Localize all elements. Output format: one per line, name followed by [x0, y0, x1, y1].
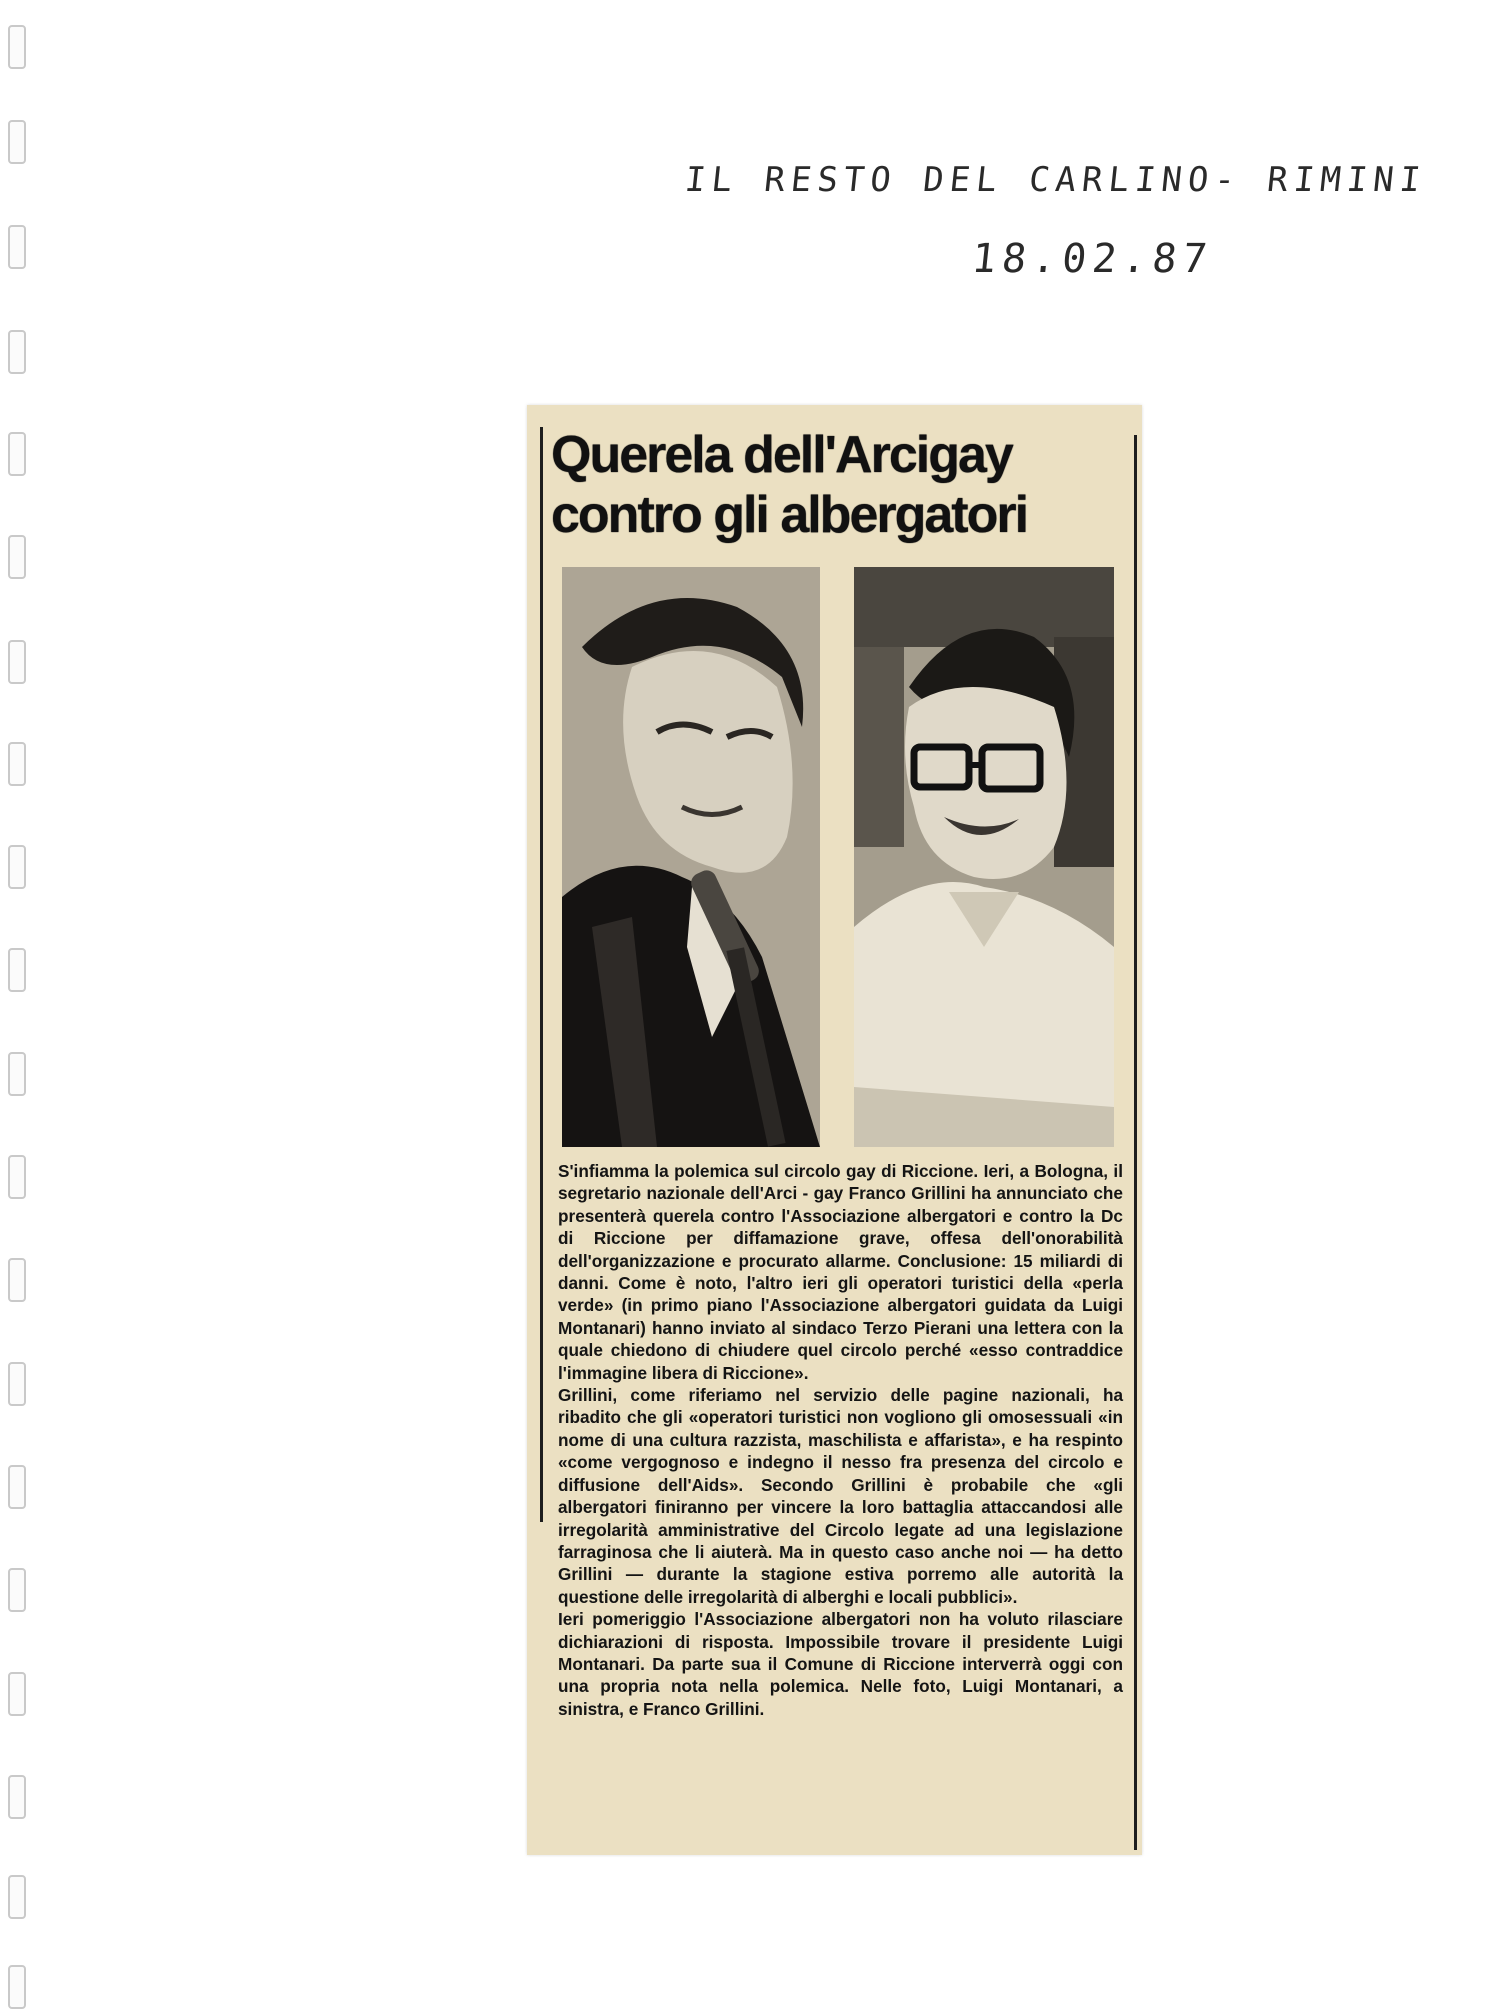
binder-hole	[8, 1672, 26, 1716]
binder-hole	[8, 948, 26, 992]
column-rule-right	[1134, 435, 1137, 1850]
article-paragraph: Ieri pomeriggio l'Associazione albergatori non ha voluto rilasciare dichiarazioni di risposta. Impossibile trovare il presidente Luigi Montanari. Da parte sua il Comune di Riccione interverrà oggi con una propria nota nella polemica. Nelle foto, Luigi Montanari, a sinistra, e Franco Grillini.	[558, 1609, 1123, 1719]
binder-hole	[8, 845, 26, 889]
binder-hole	[8, 1568, 26, 1612]
binder-hole	[8, 1965, 26, 2009]
binder-holes	[8, 0, 30, 2000]
binder-hole	[8, 1155, 26, 1199]
article-body	[558, 1160, 1123, 1720]
binder-hole	[8, 25, 26, 69]
binder-hole	[8, 535, 26, 579]
binder-hole	[8, 1775, 26, 1819]
binder-hole	[8, 1465, 26, 1509]
binder-hole	[8, 225, 26, 269]
binder-hole	[8, 640, 26, 684]
binder-hole	[8, 330, 26, 374]
photo-left-image	[562, 567, 820, 1147]
handwritten-source: IL RESTO DEL CARLINO- RIMINI	[682, 160, 1429, 200]
binder-hole	[8, 1875, 26, 1919]
binder-hole	[8, 1258, 26, 1302]
photo-right-image	[854, 567, 1114, 1147]
binder-hole	[8, 1362, 26, 1406]
binder-hole	[8, 432, 26, 476]
photo-right	[854, 567, 1114, 1147]
article-paragraph: Grillini, come riferiamo nel servizio delle pagine nazionali, ha ribadito che gli «operatori turistici non vogliono gli omosessuali «in nome di una cultura razzista, maschilista e affarista», e ha respinto «come vergognoso e indegno il nesso fra presenza del circolo e diffusione dell'Aids». Secondo Grillini è probabile che «gli albergatori finiranno per vincere la loro battaglia attaccandosi alle irregolarità amministrative del Circolo legate ad una legislazione farraginosa che li aiuterà. Ma in questo caso anche noi — ha detto Grillini — durante la stagione estiva porremo alle autorità la questione delle irregolarità di alberghi e locali pubblici».	[558, 1385, 1123, 1607]
binder-hole	[8, 742, 26, 786]
binder-hole	[8, 120, 26, 164]
binder-hole	[8, 1052, 26, 1096]
article-headline: Querela dell'Arcigay contro gli albergatori	[551, 426, 1028, 544]
column-rule-left	[540, 427, 543, 1522]
article-paragraph: S'infiamma la polemica sul circolo gay di Riccione. Ieri, a Bologna, il segretario nazionale dell'Arci - gay Franco Grillini ha annunciato che presenterà querela contro l'Associazione albergatori e contro la Dc di Riccione per diffamazione grave, offesa dell'onorabilità dell'organizzazione e procurato allarme. Conclusione: 15 miliardi di danni. Come è noto, l'altro ieri gli operatori turistici della «perla verde» (in primo piano l'Associazione albergatori guidata da Luigi Montanari) hanno inviato al sindaco Terzo Pierani una lettera con la quale chiedono di chiudere quel circolo perché «esso contraddice l'immagine libera di Riccione».	[558, 1161, 1123, 1383]
newspaper-clipping	[527, 405, 1142, 1855]
handwritten-date: 18.02.87	[969, 236, 1216, 282]
photo-left	[562, 567, 820, 1147]
